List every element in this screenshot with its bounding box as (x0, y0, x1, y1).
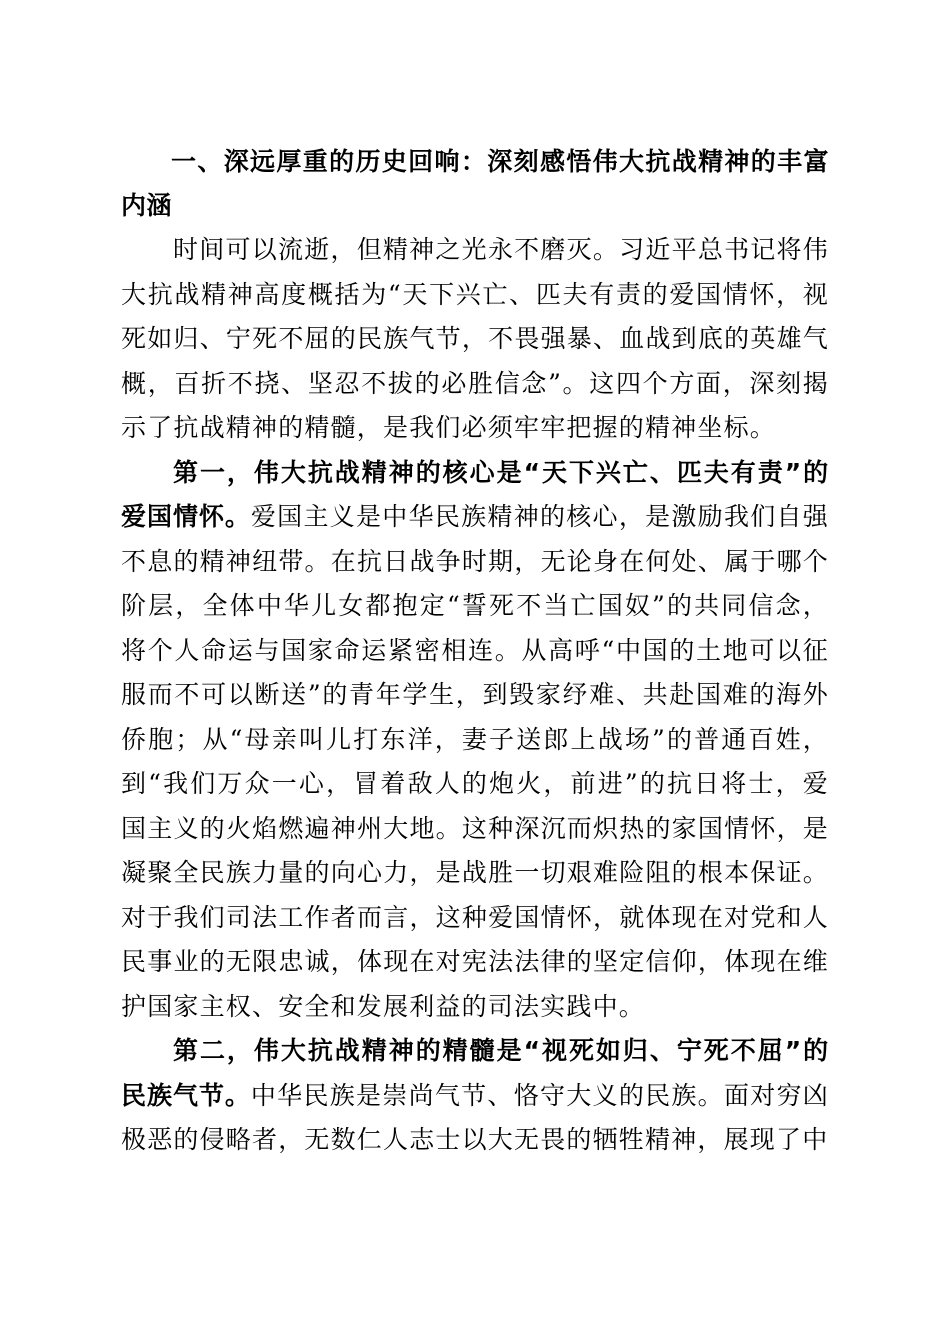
section-heading: 一、深远厚重的历史回响：深刻感悟伟大抗战精神的丰富内涵 (121, 147, 829, 220)
paragraph-second-point (121, 1029, 829, 1163)
document-body (121, 140, 829, 1163)
paragraph-intro (121, 228, 829, 451)
paragraph-text: 爱国主义是中华民族精神的核心，是激励我们自强不息的精神纽带。在抗日战争时期，无论身在何处、属于哪个阶层，全体中华儿女都抱定“誓死不当亡国奴”的共同信念，将个人命运与国家命运紧密相连。从高呼“中国的土地可以征服而不可以断送”的青年学生，到毁家纾难、共赴国难的海外侨胞；从“母亲叫儿打东洋，妻子送郎上战场”的普通百姓，到“我们万众一心，冒着敌人的炮火，前进”的抗日将士，爱国主义的火焰燃遍神州大地。这种深沉而炽热的家国情怀，是凝聚全民族力量的向心力，是战胜一切艰难险阻的根本保证。对于我们司法工作者而言，这种爱国情怀，就体现在对党和人民事业的无限忠诚，体现在对宪法法律的坚定信仰，体现在维护国家主权、安全和发展利益的司法实践中。 (121, 502, 829, 1021)
paragraph-text: 中华民族是崇尚气节、恪守大义的民族。面对穷凶极恶的侵略者，无数仁人志士以大无畏的牺牲精神，展现了中 (121, 1080, 829, 1154)
paragraph-first-point (121, 451, 829, 1030)
paragraph-lead: 第一，伟大抗战精神的核心是“天下兴亡、匹夫有责”的爱国情怀。 (121, 457, 829, 531)
paragraph-text: 时间可以流逝，但精神之光永不磨灭。习近平总书记将伟大抗战精神高度概括为“天下兴亡、匹夫有责的爱国情怀，视死如归、宁死不屈的民族气节，不畏强暴、血战到底的英雄气概，百折不挠、坚忍不拔的必胜信念”。这四个方面，深刻揭示了抗战精神的精髓，是我们必须牢牢把握的精神坐标。 (121, 235, 829, 442)
paragraph-lead: 第二，伟大抗战精神的精髓是“视死如归、宁死不屈”的民族气节。 (121, 1036, 829, 1110)
